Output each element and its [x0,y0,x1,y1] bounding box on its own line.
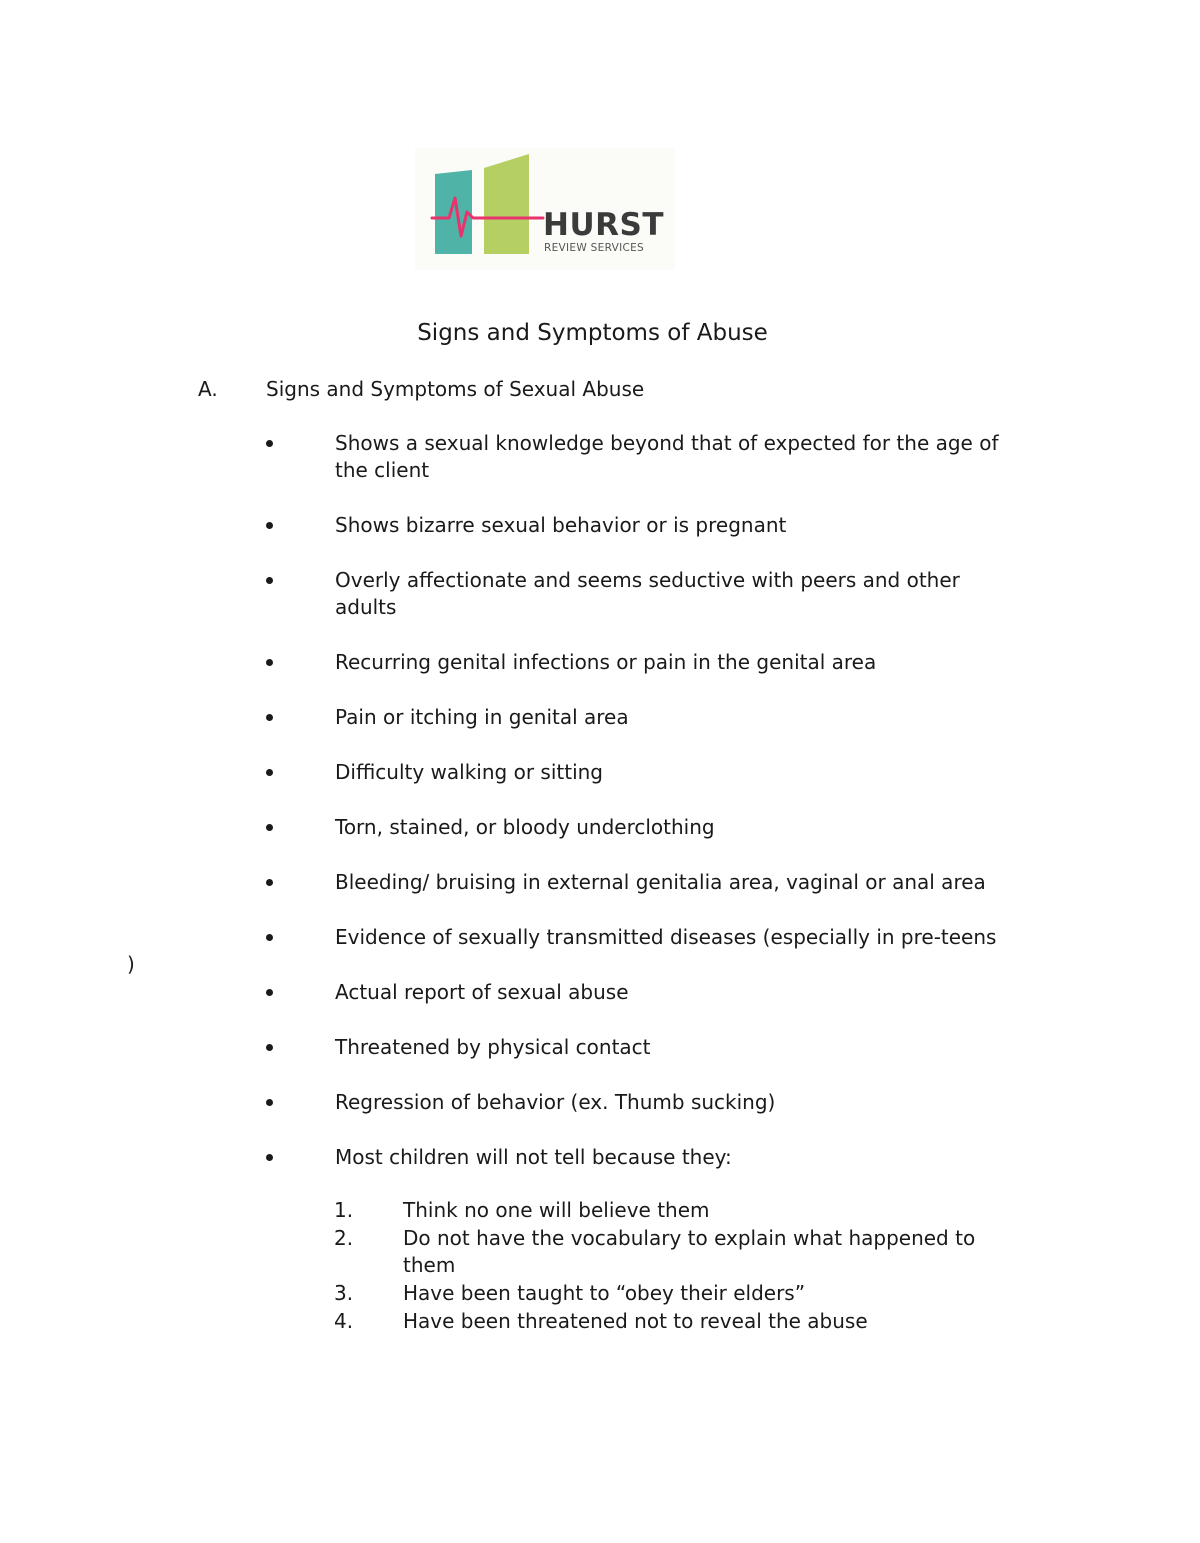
list-item [262,430,1022,484]
bullet-icon [266,769,273,776]
bullet-icon [266,714,273,721]
bullet-icon [266,577,273,584]
list-item [262,1144,1022,1171]
list-number: 4. [334,1309,354,1333]
bullet-icon [266,1154,273,1161]
signs-bullet-list [262,430,1022,1199]
reasons-numbered-list [334,1197,1014,1336]
list-item [262,704,1022,731]
list-item [262,649,1022,676]
page-title: Signs and Symptoms of Abuse [417,320,768,346]
bullet-text: Recurring genital infections or pain in the genital area [335,650,877,674]
bullet-text: Threatened by physical contact [335,1035,651,1059]
bullet-text: Pain or itching in genital area [335,705,629,729]
reason-text: Have been threatened not to reveal the abuse [403,1309,868,1333]
bullet-text: Bleeding/ bruising in external genitalia area, vaginal or anal area [335,870,986,894]
bullet-text: Evidence of sexually transmitted diseases (especially in pre-teens [335,925,997,949]
bullet-text: Most children will not tell because they: [335,1145,732,1169]
list-item [334,1308,1014,1335]
bullet-icon [266,824,273,831]
bullet-icon [266,522,273,529]
reason-text: Have been taught to “obey their elders” [403,1281,806,1305]
list-number: 2. [334,1226,354,1250]
bullet-icon [266,1044,273,1051]
list-item [262,567,1022,621]
list-item [334,1225,1014,1279]
hurst-logo [415,148,675,270]
list-item [262,814,1022,841]
logo-wordmark: HURST [543,207,664,243]
list-item [262,979,1022,1006]
list-item [262,759,1022,786]
bullet-text: Shows a sexual knowledge beyond that of expected for the age of the client [335,431,999,482]
reason-text: Think no one will believe them [403,1198,710,1222]
list-item [334,1197,1014,1224]
bullet-text: Actual report of sexual abuse [335,980,629,1004]
list-number: 3. [334,1281,354,1305]
bullet-text: Difficulty walking or sitting [335,760,603,784]
list-number: 1. [334,1198,354,1222]
list-item [262,1089,1022,1116]
list-item [262,924,1022,951]
list-item [262,1034,1022,1061]
bullet-text: Shows bizarre sexual behavior or is pregnant [335,513,787,537]
section-letter: A. [198,377,218,401]
bullet-icon [266,879,273,886]
reason-text: Do not have the vocabulary to explain what happened to them [403,1226,976,1277]
bullet-icon [266,440,273,447]
logo-green-block [484,154,529,254]
list-item [334,1280,1014,1307]
bullet-text: Regression of behavior (ex. Thumb sucking) [335,1090,776,1114]
bullet-icon [266,659,273,666]
bullet-icon [266,934,273,941]
bullet-text: Overly affectionate and seems seductive with peers and other adults [335,568,960,619]
bullet-icon [266,989,273,996]
list-item [262,512,1022,539]
section-heading: Signs and Symptoms of Sexual Abuse [266,377,645,401]
bullet-text: Torn, stained, or bloody underclothing [335,815,715,839]
list-item [262,869,1022,896]
bullet-icon [266,1099,273,1106]
logo-subtitle: REVIEW SERVICES [544,242,644,254]
stray-parenthesis: ) [127,952,135,976]
